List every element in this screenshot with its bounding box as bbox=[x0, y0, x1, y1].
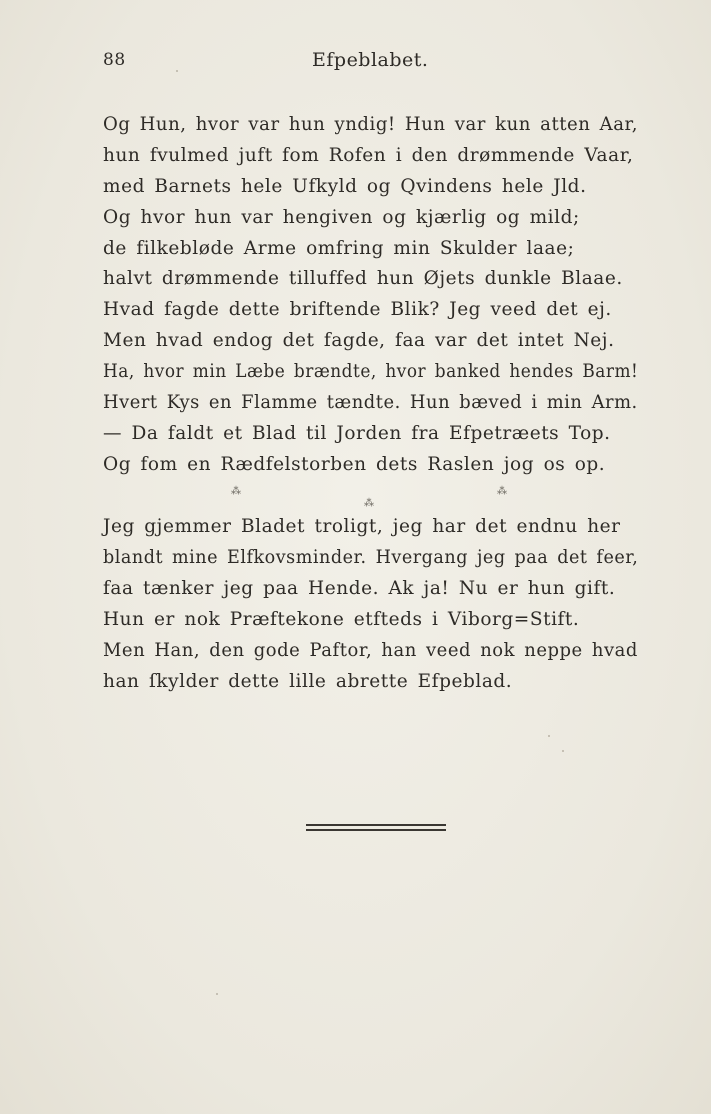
poem-line: Og Hun, hvor var hun yndig! Hun var kun atten Aar, bbox=[103, 114, 639, 135]
poem-line: de filkebløde Arme omfring min Skulder laae; bbox=[103, 238, 575, 259]
paper-speck bbox=[176, 70, 178, 72]
poem-line: Men hvad endog det fagde, faa var det intet Nej. bbox=[103, 330, 615, 351]
paper-speck bbox=[216, 993, 218, 995]
paper-speck bbox=[562, 750, 564, 752]
poem-line: faa tænker jeg paa Hende. Ak ja! Nu er hun gift. bbox=[103, 578, 616, 599]
end-rule-top bbox=[306, 824, 446, 826]
poem-line: — Da faldt et Blad til Jorden fra Efpetræets Top. bbox=[103, 423, 611, 444]
poem-line: Jeg gjemmer Bladet troligt, jeg har det endnu her bbox=[103, 516, 621, 537]
page-number: 88 bbox=[103, 50, 126, 70]
poem-line: blandt mine Elfkovsminder. Hvergang jeg paa det feer, bbox=[103, 547, 639, 568]
poem-line: halvt drømmende tilluffed hun Øjets dunkle Blaae. bbox=[103, 268, 623, 289]
poem-line: Og hvor hun var hengiven og kjærlig og mild; bbox=[103, 207, 580, 228]
poem-line: han ſkylder dette lille abrette Efpeblad. bbox=[103, 671, 513, 692]
poem-line: Hun er nok Præftekone etfteds i Viborg=Stift. bbox=[103, 609, 580, 630]
poem-line: Hvad fagde dette briftende Blik? Jeg veed det ej. bbox=[103, 299, 612, 320]
end-rule-bottom bbox=[306, 829, 446, 831]
section-asterism: ⁂ bbox=[364, 498, 374, 509]
poem-line: med Barnets hele Ufkyld og Qvindens hele Jld. bbox=[103, 176, 587, 197]
poem-line: Men Han, den gode Paftor, han veed nok neppe hvad bbox=[103, 640, 638, 661]
section-asterism: ⁂ bbox=[231, 486, 241, 497]
section-asterism: ⁂ bbox=[497, 486, 507, 497]
running-title: Efpeblabet. bbox=[312, 49, 429, 71]
poem-line: Ha, hvor min Læbe brændte, hvor banked hendes Barm! bbox=[103, 361, 639, 382]
poem-line: Hvert Kys en Flamme tændte. Hun bæved i min Arm. bbox=[103, 392, 638, 413]
paper-speck bbox=[548, 735, 550, 737]
poem-line: Og fom en Rædfelstorben dets Raslen jog os op. bbox=[103, 454, 606, 475]
poem-line: hun fvulmed juft fom Rofen i den drømmende Vaar, bbox=[103, 145, 634, 166]
